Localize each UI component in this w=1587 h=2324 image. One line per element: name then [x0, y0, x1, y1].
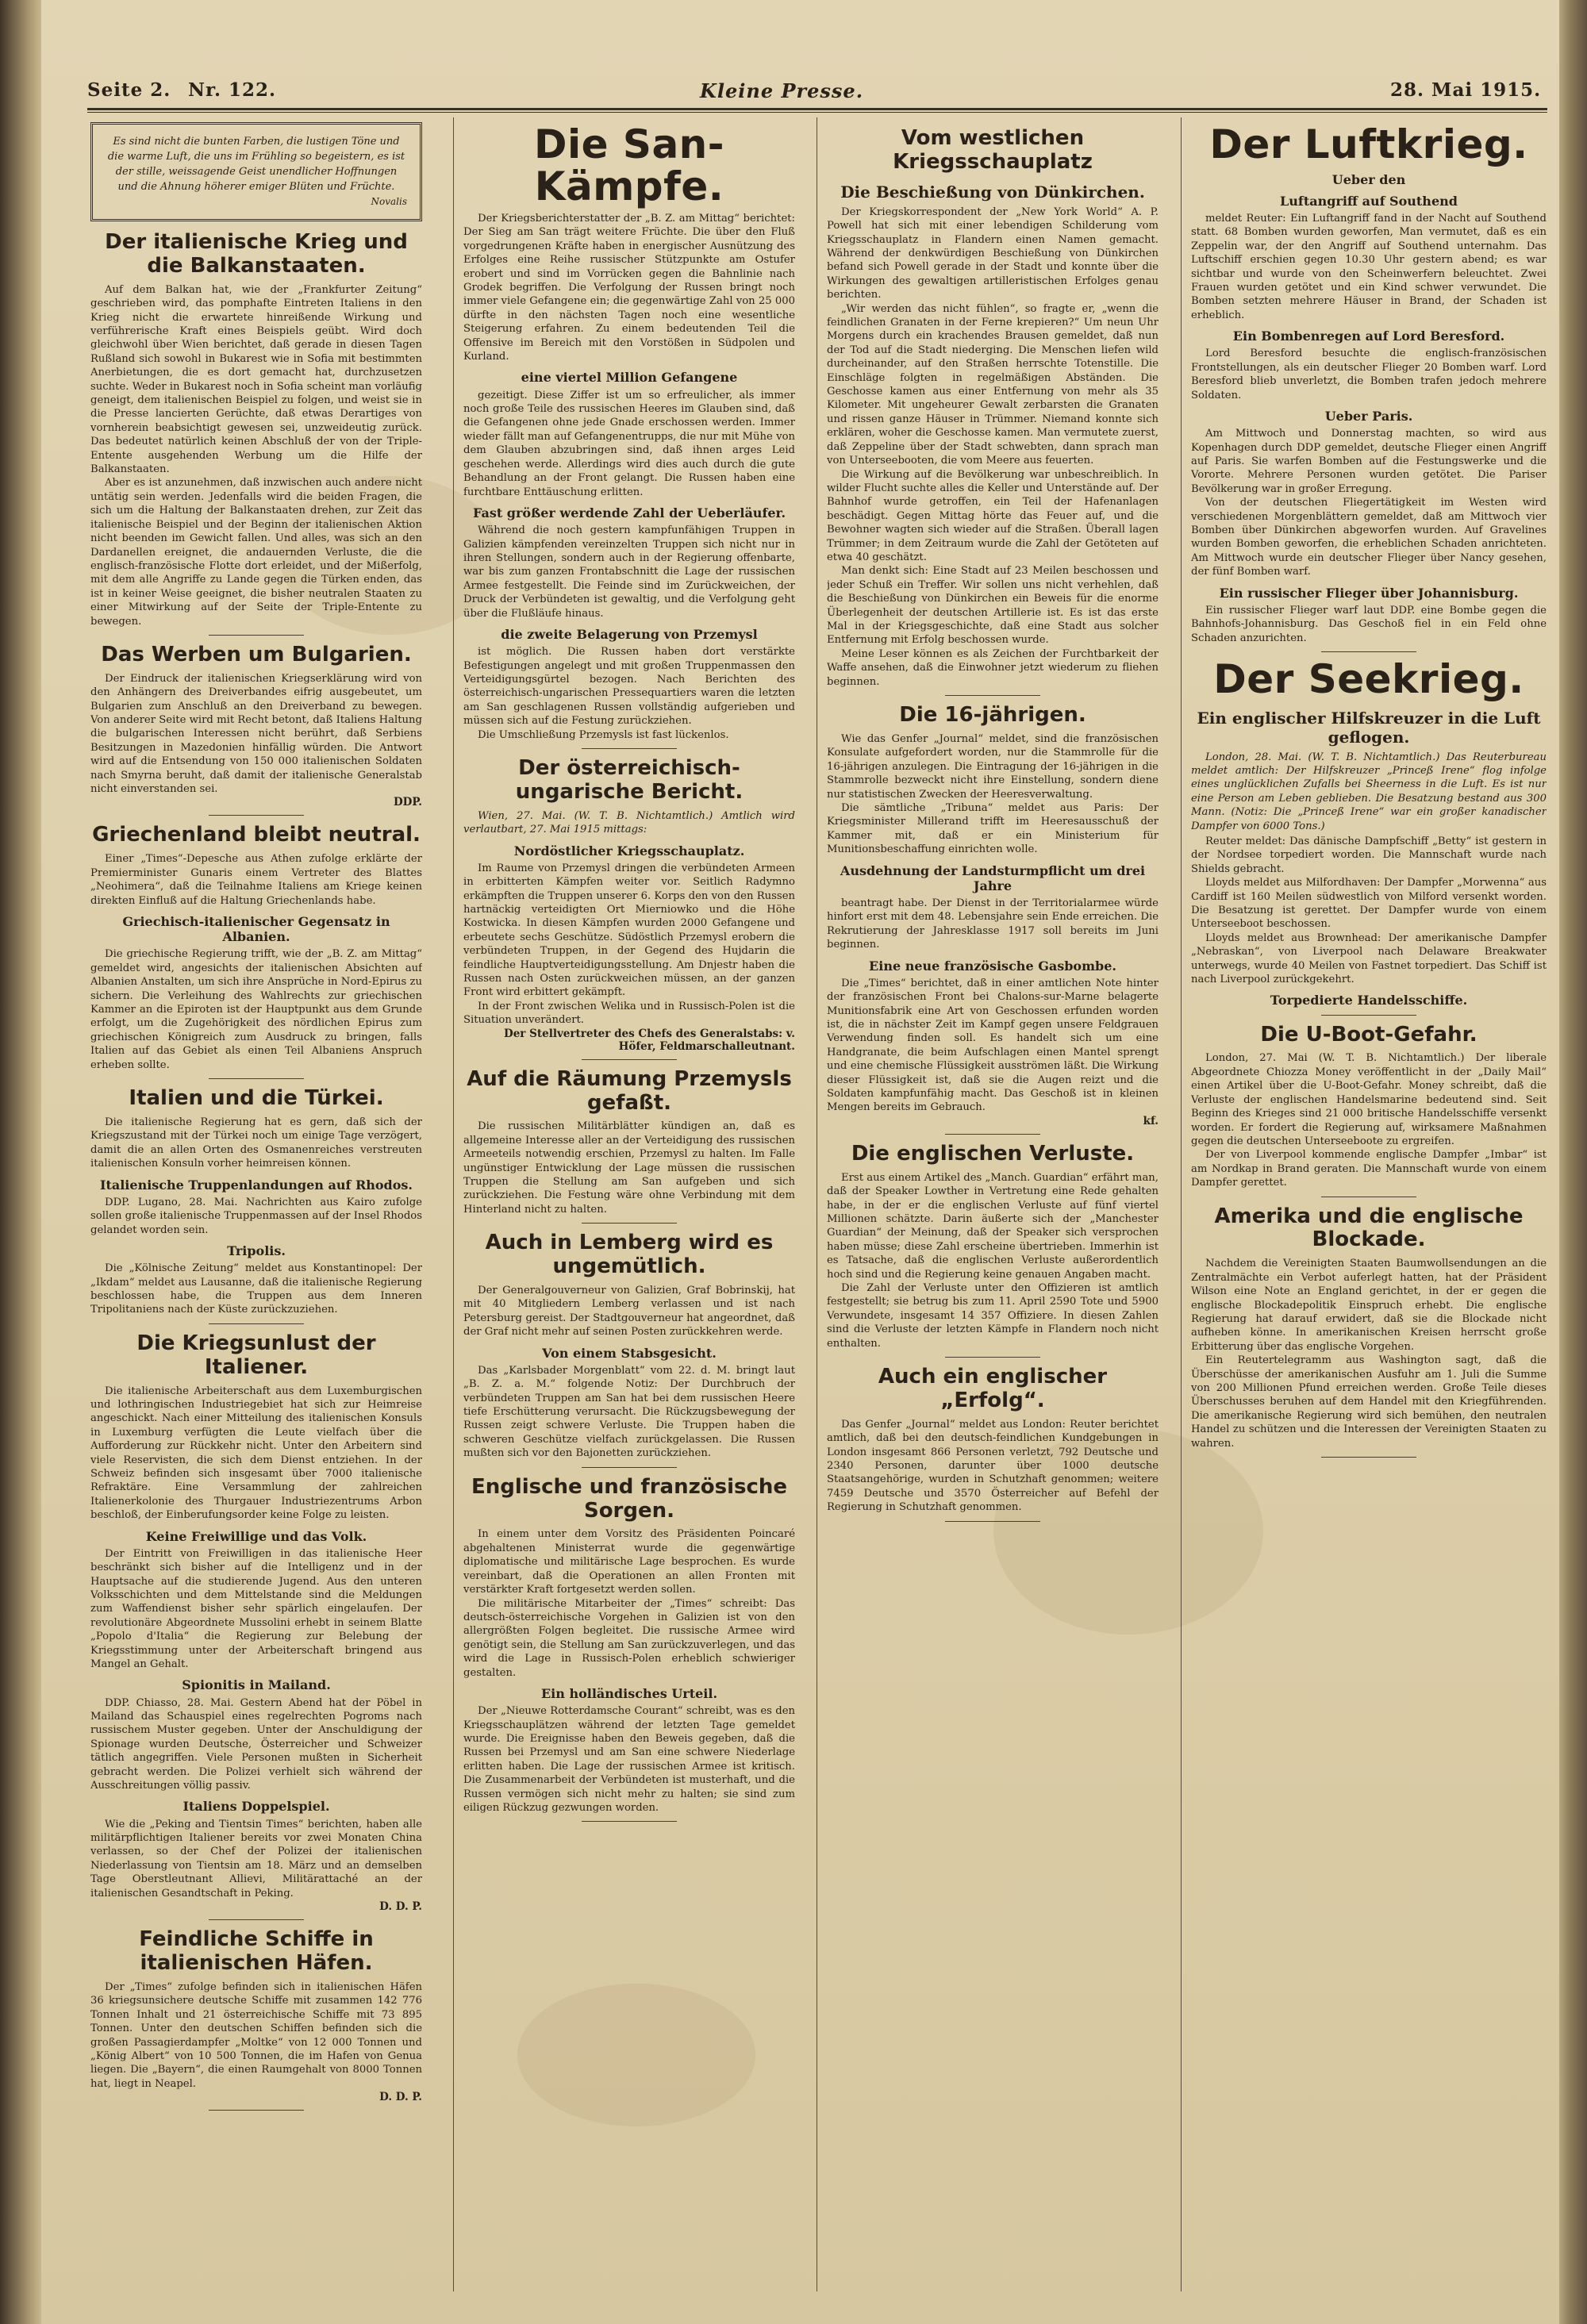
issue-number: Nr. 122. [188, 79, 277, 101]
article [827, 127, 1159, 696]
column-divider [1181, 117, 1182, 2291]
article-paragraph: Wie das Genfer „Journal“ meldet, sind die französischen Konsulate aufgefordert worden, nur die Stammrolle für die 16-jährigen anzulegen. Die Eintragung der 16-jährigen in die Stammrolle bezweckt nicht ihre Einstellung, sondern diene nur statistischen Zwecken der Heeresverwaltung. [827, 732, 1159, 801]
article-headline: Das Werben um Bulgarien. [101, 642, 412, 666]
article-paragraph: Nachdem die Vereinigten Staaten Baumwollsendungen an die Zentralmächte ein Verbot auferlegt hatten, hat der Präsident Wilson eine Note an England gerichtet, in der er gegen die englische Blockadepolitik Einspruch erhebt. Die englische Regierung hat darauf erwidert, daß sie die Blockade nicht aufheben könne. In amerikanischen Kreisen herrscht große Erbitterung über das englische Vorgehen. [1191, 1258, 1547, 1353]
article-paragraph: Auf dem Balkan hat, wie der „Frankfurter Zeitung“ geschrieben wird, das pomphafte Eintreten Italiens in den Krieg nicht die erwartete hinreißende Wirkung und verführerische Kraft eines Beispiels geübt. Wird doch gleichwohl über Wien berichtet, daß gerade in diesen Tagen Rußland sich sowohl in Bukarest wie in Sofia mit bestimmten Anerbietungen, die es dort gemacht hat, durchzusetzen suchte. Weder in Bukarest noch in Sofia scheint man vorläufig geneigt, dem italienischen Beispiel zu folgen, und weist sie in die Presse lancierten Gerüchte, daß etwas Derartiges von vornherein beabsichtigt gewesen sei, unzweideutig zurück. Das bedeutet natürlich keinen Abschluß der von der Triple-Entente ausgehenden Werbung um die Hilfe der Balkanstaaten. [90, 283, 422, 476]
article-subhead: Italienische Truppenlandungen auf Rhodos. [99, 1177, 413, 1193]
article-paragraph: Von der deutschen Fliegertätigkeit im Westen wird verschiedenen Morgenblättern gemeldet, daß am Mittwoch vier Bomben über Dünkirchen abgeworfen wurden. Auf Gravelines wurden Bomben geworfen, die erheblichen Schaden anrichteten. Am Mittwoch wurde ein deutscher Flieger über Nancy gesehen, der fünf Bomben warf. [1191, 497, 1547, 578]
article-headline: Der Seekrieg. [1213, 656, 1524, 702]
article-signature: DDP. [393, 796, 422, 809]
article-paragraph: Lloyds meldet aus Milfordhaven: Der Dampfer „Morwenna“ aus Cardiff ist 160 Meilen südwestlich von Milford versenkt worden. Die Besatzung ist gerettet. Der Dampfer wurde von einem Unterseeboot beschossen. [1191, 877, 1547, 931]
article [463, 1231, 795, 1467]
article [90, 824, 422, 1079]
article-separator [209, 1919, 304, 1920]
article-separator [209, 2110, 304, 2111]
article-subhead: Ausdehnung der Landsturmpflicht um drei Jahre [840, 862, 1146, 893]
article-headline: Amerika und die englische Blockade. [1214, 1204, 1524, 1252]
column-2-articles [463, 121, 795, 1822]
article-paragraph: Die militärische Mitarbeiter der „Times“ schreibt: Das deutsch-österreichische Vorgehen in Galizien ist von den allergrößten Folgen begleitet. Die russische Armee wird genötigt sein, die Stellung am San zurückzuverlegen, und das wird die Lage in Russisch-Polen erheblich schwieriger gestalten. [463, 1597, 795, 1679]
article-separator [209, 1078, 304, 1079]
article-subhead: Italiens Doppelspiel. [183, 1799, 330, 1815]
article-subhead: Ein russischer Flieger über Johannisburg. [1219, 585, 1519, 601]
masthead-rule-thin [87, 112, 1547, 113]
article-paragraph: gezeitigt. Diese Ziffer ist um so erfreulicher, als immer noch große Teile des russischen Heeres im Glauben sind, daß die Gefangenen ohne jede Gnade erschossen werden. Immer wieder fällt man auf Gefangenentrupps, die nur mit Mühe von dem Glauben abzubringen sind, daß ihnen arges Leid geschehen werde. Allerdings wird dies auch durch die gute Behandlung an der Front gelangt. Die Russen haben eine furchtbare Enttäuschung erlitten. [463, 389, 795, 498]
article-dateline: Wien, 27. Mai. (W. T. B. Nichtamtlich.) Amtlich wird verlautbart, 27. Mai 1915 mittags: [463, 809, 795, 836]
article-paragraph: Das „Karlsbader Morgenblatt“ vom 22. d. M. bringt laut „B. Z. a. M.“ folgende Notiz: Der Durchbruch der verbündeten Truppen am San hat bei dem russischen Heere tiefe Erschütterung verursacht. Die Rückzugsbewegung der Russen zeigt schwere Verluste. Die Truppen haben die schweren Geschütze vielfach zurückgelassen. Die Russen mußten sich vor den Bajonetten zurückziehen. [463, 1364, 795, 1460]
article-headline: Die Kriegsunlust der Italiener. [136, 1331, 376, 1379]
page-number: Seite 2. [87, 79, 171, 101]
article-paragraph: Reuter meldet: Das dänische Dampfschiff „Betty“ ist gestern in der Nordsee torpediert worden. Die Mannschaft wurde nach Shields gebracht. [1191, 835, 1547, 875]
article-separator [945, 1521, 1040, 1522]
article-paragraph: Der von Liverpool kommende englische Dampfer „Imbar“ ist am Nordkap in Brand geraten. Die Mannschaft wurde von einem Dampfer gerettet. [1191, 1149, 1547, 1189]
article-subhead: Spionitis in Mailand. [182, 1677, 331, 1693]
article-signature: kf. [1143, 1114, 1159, 1127]
article-headline: Auf die Räumung Przemysls gefaßt. [467, 1066, 792, 1115]
page-edge [1559, 0, 1587, 2324]
article [463, 121, 795, 749]
article-paragraph: DDP. Chiasso, 28. Mai. Gestern Abend hat der Pöbel in Mailand das Schauspiel eines regelrechten Pogroms nach russischem Muster gegeben. Unter der Anschuldigung der Spionage wurden Deutsche, Österreicher und Schweizer tätlich angegriffen. Viele Personen mußten in Sicherheit gebracht werden. Die Polizei verhielt sich während der Ausschreitungen völlig passiv. [90, 1696, 422, 1792]
article-separator [945, 695, 1040, 696]
article-subhead: Torpedierte Handelsschiffe. [1270, 993, 1468, 1008]
article [463, 757, 795, 1060]
article-subhead: Eine neue französische Gasbombe. [869, 958, 1116, 974]
article-paragraph: Der Eindruck der italienischen Kriegserklärung wird von den Anhängern des Dreiverbandes eifrig ausgebeutet, um Bulgarien zum Anschluß an den Dreiverband zu bewegen. Von anderer Seite wird mit Recht betont, daß Italiens Haltung die bulgarischen Interessen nicht berührt, daß Serbiens Besitzungen in Mazedonien hinfällig würden. Die Antwort wird auf die Entsendung von 150 000 italienischen Soldaten nach Smyrna beruht, daß damit der italienische Generalstab nicht einverstanden sei. [90, 672, 422, 796]
article-separator [209, 635, 304, 636]
article-subheadline: Ein englischer Hilfskreuzer in die Luft geflogen. [1197, 708, 1541, 747]
article-paragraph: Die italienische Arbeiterschaft aus dem Luxemburgischen und lothringischen Industriegebiet hat sich zur Heimreise angeschickt. Nach einer Mitteilung des italienischen Konsuls in Luxemburg verfügten die Leute vielfach über die Aufforderung zur Rückkehr nicht. Unter den Arbeitern sind viele Reservisten, die sich dem Dienst entziehen. In der Schweiz befinden sich insgesamt über 7000 italienische Refraktäre. Eine Versammlung der zahlreichen Italienerkolonie des Thurgauer Industriezentrums Arbon beschloß, der Einberufungsorder keine Folge zu leisten. [90, 1385, 422, 1522]
article [90, 1087, 422, 1324]
article-paragraph: DDP. Lugano, 28. Mai. Nachrichten aus Kairo zufolge sollen große italienische Truppenmassen auf der Insel Rhodos gelandet worden sein. [90, 1196, 422, 1236]
article-dateline: London, 28. Mai. (W. T. B. Nichtamtlich.) Das Reuterbureau meldet amtlich: Der Hilfskreuzer „Princeß Irene“ flog infolge eines unglücklichen Zufalls bei Sheerness in die Luft. Es ist nur eine Person am Leben geblieben. Die Besatzung bestand aus 300 Mann. (Notiz: Die „Princeß Irene“ war ein großer kanadischer Dampfer von 6000 Tons.) [1191, 751, 1547, 832]
article [827, 1366, 1159, 1522]
article-paragraph: „Wir werden das nicht fühlen“, so fragte er, „wenn die feindlichen Granaten in der Ferne krepieren?“ Um neun Uhr Morgens durch ein krachendes Brausen gemeldet, daß nun der Tod auf die Stadt niederging. Die Menschen liefen wild durcheinander, auf den Straßen herrschte Totenstille. Die Einschläge folgten in regelmäßigen Abständen. Die Geschosse kamen aus einer Entfernung von mehr als 35 Kilometer. Mit ungeheurer Gewalt zerbarsten die Granaten und rissen ganze Häuser in Trümmer. Niemand konnte sich erklären, woher die Geschosse kamen. Man vermutete zuerst, daß Zeppeline über der Stadt schwebten, dann sprach man von Unterseebooten, die vom Meere aus feuerten. [827, 302, 1159, 467]
article-paragraph: Am Mittwoch und Donnerstag machten, so wird aus Kopenhagen durch DDP gemeldet, deutsche Flieger einen Angriff auf Paris. Sie warfen Bomben auf die Festungswerke und die Vororte. Mehrere Personen wurden getötet. Die Pariser Bevölkerung war in großer Erregung. [1191, 428, 1547, 495]
article-paragraph: Die Wirkung auf die Bevölkerung war unbeschreiblich. In wilder Flucht suchte alles die Keller und Unterstände auf. Der Bahnhof wurde getroffen, ein Teil der Hafenanlagen beschädigt. Gegen Mittag hörte das Feuer auf, und die Bewohner wagten sich wieder auf die Straßen. Überall lagen Trümmer; in dem Zeitraum wurde die Zahl der Getöteten auf etwa 40 geschätzt. [827, 468, 1159, 563]
article-headline: Der Luftkrieg. [1209, 121, 1528, 167]
article [827, 1143, 1159, 1358]
article [1191, 1205, 1547, 1458]
article [827, 704, 1159, 1135]
article-subhead: Nordöstlicher Kriegsschauplatz. [513, 843, 745, 859]
article-paragraph: Der „Nieuwe Rotterdamsche Courant“ schreibt, was es den Kriegsschauplätzen während der letzten Tage gemeldet wurde. Die Ereignisse haben den Beweis gegeben, daß die Russen bei Przemysl und am San eine schwere Niederlage erlitten haben. Die Lage der russischen Armee ist kritisch. Die Zusammenarbeit der Verbündeten ist musterhaft, und die Russen vermögen sich nicht mehr zu halten; sie sind zum eiligen Rückzug gezwungen worden. [463, 1705, 795, 1814]
article-paragraph: Die sämtliche „Tribuna“ meldet aus Paris: Der Kriegsminister Millerand trifft im Heeresausschuß der Kammer mit, daß er ein Ministerium für Munitionsbeschaffung einrichten wolle. [827, 801, 1159, 856]
article-headline: Die englischen Verluste. [851, 1141, 1135, 1166]
article-paragraph: beantragt habe. Der Dienst in der Territorialarmee würde hinfort erst mit dem 48. Lebensjahre sein Ende erreichen. Die Rekrutierung der Jahresklasse 1917 soll bereits im Juni beginnen. [827, 897, 1159, 951]
article-separator [582, 1059, 677, 1060]
article-paragraph: Ein Reutertelegramm aus Washington sagt, daß die Überschüsse der amerikanischen Ausfuhr am 1. Juli die Summe von 200 Millionen Pfund erreichen werden. Große Teile dieses Überschusses beruhen auf dem Handel mit den Kriegführenden. Die amerikanische Regierung wird sich bemühen, den neutralen Handel zu schützen und die Interessen der Vereinigten Staaten zu wahren. [1191, 1354, 1547, 1450]
newspaper-page [41, 0, 1559, 2324]
column-3 [827, 119, 1159, 2309]
article-paragraph: meldet Reuter: Ein Luftangriff fand in der Nacht auf Southend statt. 68 Bomben wurden geworfen, Man vermutet, daß es ein Zeppelin war, der den Angriff auf Southend unternahm. Das Luftschiff erschien gegen 10.30 Uhr gestern abend; es war sichtbar und wurde von den Scheinwerfern beleuchtet. Zwei Frauen wurden getötet und ein Kind schwer verwundet. Die Bomben setzten mehrere Häuser in Brand, der Schaden ist erheblich. [1191, 212, 1547, 321]
article-separator [582, 1821, 677, 1822]
article-separator [582, 748, 677, 749]
article-headline: Der italienische Krieg und die Balkanstaaten. [105, 230, 408, 278]
article-separator [945, 1134, 1040, 1135]
poem-text: Es sind nicht die bunten Farben, die lustigen Töne und die warme Luft, die uns im Frühling so begeistern, es ist der stille, weissagende Geist unendlicher Hoffnungen und die Ahnung höherer emiger Blüten und Früchte. [107, 136, 405, 193]
article-paragraph: Während die noch gestern kampfunfähigen Truppen in Galizien kämpfenden vereinzelten Truppen sich nicht nur in ihren Stellungen, sondern auch in der Regierung offenbarte, war bis zum ganzen Frontabschnitt die Lage der russischen Armee festgestellt. Die Feinde sind im Zurückweichen, der Druck der Verbündeten ist gewaltig, und die Verfolgung geht über die Flußläufe hinaus. [463, 524, 795, 620]
article [463, 1476, 795, 1823]
masthead-rule [87, 108, 1547, 110]
article-separator [209, 815, 304, 816]
article-subheadline: Die Beschießung von Dünkirchen. [840, 182, 1145, 202]
article-headline: Die San-Kämpfe. [533, 121, 725, 209]
column-4-articles [1191, 121, 1547, 1458]
article-subhead: Fast größer werdende Zahl der Ueberläufer. [472, 505, 786, 520]
article-headline: Feindliche Schiffe in italienischen Häfen. [139, 1927, 374, 1975]
article-subhead: Tripolis. [227, 1243, 286, 1258]
article-headline: Englische und französische Sorgen. [471, 1474, 788, 1523]
article-paragraph: Die Umschließung Przemysls ist fast lückenlos. [478, 728, 729, 741]
article-paragraph: Lord Beresford besuchte die englisch-französischen Frontstellungen, als ein deutscher Flieger 20 Bomben warf. Lord Beresford blieb unverletzt, die Bomben trafen jedoch mehrere Soldaten. [1191, 348, 1547, 401]
article-headline: Die 16-jährigen. [899, 703, 1086, 727]
article-paragraph: Der Eintritt von Freiwilligen in das italienische Heer beschränkt sich bisher auf die Intelligenz und in der Hauptsache auf die studierende Jugend. Aus den unteren Volksschichten und dem Mittelstande sind die Meldungen zum Waffendienst bisher sehr spärlich eingelaufen. Der revolutionäre Abgeordnete Mussolini erhebt in seinem Blatte „Popolo d'Italia“ die Regierung zur Belebung der Kriegsstimmung unter der Arbeiterschaft bringend aus Mangel an Gehalt. [90, 1547, 422, 1671]
article-headline: Auch in Lemberg wird es ungemütlich. [485, 1231, 774, 1279]
article-paragraph: Der „Times“ zufolge befinden sich in italienischen Häfen 36 kriegsunsichere deutsche Schiffe mit zusammen 142 776 Tonnen Inhalt und 21 österreichische Schiffe mit 73 895 Tonnen. Unter den deutschen Schiffen befinden sich die großen Passagierdampfer „Moltke“ von 12 000 Tonnen und „König Albert“ von 10 500 Tonnen, die im Hafen von Genua liegen. Die „Bayern“, die einen Raumgehalt von 8000 Tonnen hat, liegt in Neapel. [90, 1980, 422, 2090]
article-separator [1321, 1015, 1416, 1016]
article [90, 231, 422, 636]
book-binding [0, 0, 41, 2324]
article-paragraph: Man denkt sich: Eine Stadt auf 23 Meilen beschossen und jeder Schuß ein Treffer. Wir sollen uns nicht verhehlen, daß die Beschießung von Dünkirchen ein Beweis für die enorme Überlegenheit der deutschen Artillerie ist. Es ist das erste Mal in der Kriegsgeschichte, daß eine Stadt aus solcher Entfernung mit Erfolg beschossen wurde. [827, 565, 1159, 647]
article-paragraph: Der Kriegsberichterstatter der „B. Z. am Mittag“ berichtet: Der Sieg am San trägt weitere Früchte. Die über den Fluß vorgedrungenen Kräfte haben in energischer Ausnützung des Erfolges eine Reihe russischer Stützpunkte am Ostufer erobert und sind im Vorrücken gegen die Bahnlinie nach Grodek begriffen. Die Verfolgung der Russen bringt noch immer viele Gefangene ein; die gegenwärtige Zahl von 25 000 dürfte in den nächsten Tagen noch eine wesentliche Steigerung erfahren. Zu einem bedeutenden Teil die Offensive im Bereich mit den Vorstößen in Südpolen und Kurland. [463, 213, 795, 363]
article-headline: Vom westlichen Kriegsschauplatz [893, 126, 1093, 174]
article [1191, 121, 1547, 652]
article-paragraph: London, 27. Mai (W. T. B. Nichtamtlich.) Der liberale Abgeordnete Chiozza Money veröffentlicht in der „Daily Mail“ einen Artikel über die U-Boot-Gefahr. Money schreibt, daß die Verluste der englischen Handelsmarine bedeutend sind. Seit Beginn des Krieges sind 21 000 britische Handelsschiffe versenkt worden. Er fordert die Regierung auf, wirksamere Maßnahmen gegen die deutschen Unterseeboote zu ergreifen. [1191, 1052, 1547, 1147]
poem-box [90, 122, 422, 221]
column-1 [90, 119, 422, 2309]
article-headline: Italien und die Türkei. [129, 1086, 384, 1111]
article-subhead: Ueber den [1331, 171, 1406, 187]
article-headline: Der österreichisch-ungarische Bericht. [515, 755, 744, 804]
article-subhead: die zweite Belagerung von Przemysl [501, 626, 758, 642]
article-headline: Auch ein englischer „Erfolg“. [878, 1364, 1108, 1412]
article-paragraph: Einer „Times“-Depesche aus Athen zufolge erklärte der Premierminister Gunaris einem Vertreter des Blattes „Neohimera“, daß die Teilnahme Italiens am Kriege keinen direkten Einfluß auf die Haltung Griechenlands habe. [90, 853, 422, 907]
article-signature: Der Stellvertreter des Chefs des Generalstabs: v. Höfer, Feldmarschalleutnant. [504, 1027, 795, 1053]
article-paragraph: Im Raume von Przemysl dringen die verbündeten Armeen in erbitterten Kämpfen weiter vor. Seitlich Radymno erkämpften die Truppen unserer 6. Korps den von den Russen hartnäckig verteidigten Ort Mierniowko und die Höhe Kostwicka. In diesen Kämpfen wurden 2000 Gefangene und erbeutete sechs Geschütze. Südöstlich Przemysl erobern die verbündeten Truppen, in der Gegend des Hujdarin die feindliche Hauptverteidigungsstellung. Am Dnjestr haben die Russen nach Osten zurückweichen müssen, an der ganzen Front wird erbittert gekämpft. [463, 862, 795, 999]
article [1191, 1024, 1547, 1197]
article-paragraph: Der Generalgouverneur von Galizien, Graf Bobrinskij, hat mit 40 Mitgliedern Lemberg verlassen und ist nach Petersburg gereist. Der Stadtgouverneur hat angeordnet, daß der Graf nicht mehr auf seinen Posten zurückkehren werde. [463, 1285, 795, 1339]
article-headline: Die U-Boot-Gefahr. [1260, 1022, 1477, 1047]
article-subhead: Ein Bombenregen auf Lord Beresford. [1232, 328, 1505, 344]
article-subhead: Luftangriff auf Southend [1280, 193, 1458, 209]
paper-title: Kleine Presse. [700, 79, 864, 102]
column-divider [453, 117, 454, 2291]
issue-date: 28. Mai 1915. [1390, 79, 1542, 101]
article-paragraph: Die italienische Regierung hat es gern, daß sich der Kriegszustand mit der Türkei noch um einige Tage verzögert, damit die an allen Orten des Osmanenreiches verstreuten italienischen Konsuln vorher heimreisen können. [90, 1116, 422, 1170]
article-subhead: Von einem Stabsgesicht. [542, 1345, 717, 1361]
article-paragraph: Der Kriegskorrespondent der „New York World“ A. P. Powell hat sich mit einer lebendigen Schilderung vom Kriegsschauplatz in Flandern einen Namen gemacht. Während der denkwürdigen Beschießung von Dünkirchen befand sich Powell gerade in der Stadt und konnte über die Wirkungen des gewaltigen artilleristischen Erfolges genau berichten. [827, 206, 1159, 302]
article-paragraph: Meine Leser können es als Zeichen der Furchtbarkeit der Waffe ansehen, daß die Einwohner jetzt wiederum zu fliehen beginnen. [827, 647, 1159, 688]
article-separator [582, 1467, 677, 1468]
article [90, 1928, 422, 2111]
article-paragraph: Die Zahl der Verluste unter den Offizieren ist amtlich festgestellt; sie betrug bis zum 11. April 2590 Tote und 5900 Verwundete, insgesamt 14 357 Offiziere. In diesen Zahlen sind die Verluste der letzten Kämpfe in Flandern noch nicht enthalten. [827, 1281, 1159, 1350]
article-separator [945, 1357, 1040, 1358]
article-paragraph: Erst aus einem Artikel des „Manch. Guardian“ erfährt man, daß der Speaker Lowther in Vertretung eine Rede gehalten habe, in der er die englischen Verluste auf fünf viertel Millionen schätzte. Darin äußerte sich der „Manchester Guardian“ der Meinung, daß der Speaker sich versprochen haben müsse; diese Zahl erscheine übertrieben. Immerhin ist es Tatsache, daß die englischen Verluste außerordentlich hoch sind und die Regierung keine genauen Angaben macht. [827, 1171, 1159, 1281]
article-paragraph: Die „Kölnische Zeitung“ meldet aus Konstantinopel: Der „Ikdam“ meldet aus Lausanne, daß die italienische Regierung beschlossen habe, die Truppen aus dem Inneren Tripolitaniens nach der Küste zurückzuziehen. [90, 1262, 422, 1316]
article-subhead: Griechisch-italienischer Gegensatz in Albanien. [122, 914, 390, 945]
article-paragraph: In einem unter dem Vorsitz des Präsidenten Poincaré abgehaltenen Ministerrat wurde die gegenwärtige diplomatische und militärische Lage besprochen. Es wurde vereinbart, daß die Operationen an allen Fronten mit verstärkter Kraft fortgesetzt werden sollen. [463, 1528, 795, 1596]
article-paragraph: Die russischen Militärblätter kündigen an, daß es allgemeine Interesse aller an der Verteidigung des russischen Armeeteils notwendig erschien, Przemysl zu halten. Im Falle ungünstiger Entwicklung der Lage müssen die russischen Truppen die Stellung am San aufgeben und sich zurückziehen. Die Festung wäre ohne Verbindung mit dem Hinterland nicht zu halten. [463, 1120, 795, 1216]
article-separator [209, 1323, 304, 1324]
article-subhead: Ein holländisches Urteil. [540, 1685, 718, 1701]
article-subhead: Keine Freiwillige und das Volk. [145, 1528, 367, 1544]
article-subhead: eine viertel Million Gefangene [521, 370, 738, 386]
article-subhead: Ueber Paris. [1324, 408, 1413, 424]
article-separator [1321, 1457, 1416, 1458]
article-paragraph: ist möglich. Die Russen haben dort verstärkte Befestigungen angelegt und mit großen Truppenmassen den Verteidigungsgürtel bezogen. Nach Berichten des österreichisch-ungarischen Pressequartiers waren die letzten am San geschlagenen Russen vollständig aufgerieben und müssen sich auf die Festung zurückziehen. [463, 646, 795, 728]
poem-author: Novalis [371, 196, 407, 207]
column-4 [1191, 119, 1547, 2309]
article [90, 643, 422, 816]
article-separator [1321, 651, 1416, 652]
article-paragraph: Wie die „Peking and Tientsin Times“ berichten, haben alle militärpflichtigen Italiener bereits vor zwei Monaten China verlassen, so der Chef der Polizei der italienischen Niederlassung von Tientsin am 18. März und an demselben Tage Oberstleutnant Allievi, Militärattaché an der italienischen Gesandtschaft in Peking. [90, 1818, 422, 1900]
article-headline: Griechenland bleibt neutral. [92, 823, 421, 847]
article [463, 1068, 795, 1224]
article-paragraph: In der Front zwischen Welika und in Russisch-Polen ist die Situation unverändert. [463, 1000, 795, 1027]
article-paragraph: Das Genfer „Journal“ meldet aus London: Reuter berichtet amtlich, daß bei den deutsch-feindlichen Kundgebungen in London insgesamt 866 Personen verletzt, 792 Deutsche und 2340 Personen, darunter über 1000 deutsche Staatsangehörige, wurden in Schutzhaft genommen; weitere 7459 Deutsche und 3570 Österreicher auf Befehl der Regierung in Schutzhaft genommen. [827, 1418, 1159, 1514]
column-3-articles [827, 127, 1159, 1522]
article-paragraph: Die griechische Regierung trifft, wie der „B. Z. am Mittag“ gemeldet wird, angesichts der italienischen Absichten auf Albanien Anstalten, um sich ihre Ansprüche in Nord-Epirus zu sichern. Die Verleihung des Wahlrechts zur griechischen Kammer an die Epiroten ist der Hauptpunkt aus dem Grunde erfolgt, um die Zugehörigkeit des nördlichen Epirus zum griechischen Königreich zum Ausdruck zu bringen, falls Italien auf das Gebiet als einen Teil Albaniens Anspruch erheben sollte. [90, 948, 422, 1071]
article-paragraph: Aber es ist anzunehmen, daß inzwischen auch andere nicht untätig sein werden. Jedenfalls wird die beiden Fragen, die sich um die Haltung der Balkanstaaten drehen, zur Zeit das italienische Beispiel und der Beginn der italienischen Aktion nicht beenden im Gewicht fallen. Und alles, was sich an den Dardanellen ereignet, die andauernden Verluste, die die englisch-französische Flotte dort erleidet, und der Mißerfolg, mit dem alle Angriffe zu Lande gegen die Türken enden, das ist in keiner Weise geeignet, die bisher neutralen Staaten zu einer Mitwirkung auf der Seite der Triple-Entente zu bewegen. [90, 477, 422, 628]
article [1191, 656, 1547, 1016]
column-2 [463, 119, 795, 2309]
column-1-articles [90, 231, 422, 2111]
article-paragraph: Ein russischer Flieger warf laut DDP. eine Bombe gegen die Bahnhofs-Johannisburg. Das Geschoß fiel in ein Feld ohne Schaden anzurichten. [1191, 604, 1547, 644]
article-paragraph: Die „Times“ berichtet, daß in einer amtlichen Note hinter der französischen Front bei Chalons-sur-Marne belagerte Munitionsfabrik eine Art von Geschossen erfunden worden ist, die in nächster Zeit im Kampf gegen unsere Feldgrauen Verwendung finden soll. Es handelt sich um eine Handgranate, die beim Aufschlagen einen Mantel sprengt und eine chemische Flüssigkeit ausströmen läßt. Die Wirkung dieser Flüssigkeit ist, daß sie die Augen reizt und die Soldaten kampfunfähig macht. Das Geschoß ist in kleinen Mengen bereits im Gebrauch. [827, 977, 1159, 1114]
article-signature: D. D. P. [379, 1900, 422, 1914]
article [90, 1332, 422, 1920]
article-signature: D. D. P. [379, 2091, 422, 2104]
article-paragraph: Lloyds meldet aus Brownhead: Der amerikanische Dampfer „Nebraskan“, von Liverpool nach Delaware Breakwater unterwegs, wurde 40 Meilen von Fastnet torpediert. Das Schiff ist nach Liverpool zurückgekehrt. [1191, 932, 1547, 985]
